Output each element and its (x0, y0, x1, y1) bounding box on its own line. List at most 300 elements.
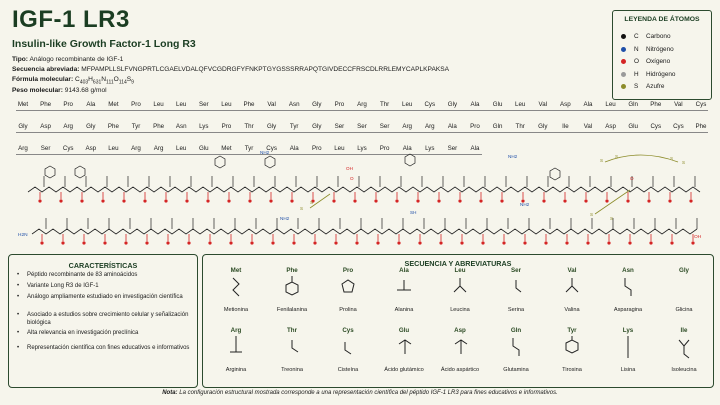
characteristic-item (17, 294, 193, 302)
oxygen-atom (101, 199, 104, 202)
oxygen-atom (586, 241, 589, 244)
structure-icon (603, 274, 653, 304)
sequence-connector (16, 110, 708, 111)
oxygen-atom (397, 241, 400, 244)
residue-label: Leu (176, 101, 187, 108)
abbrev-code: Asn (622, 267, 634, 274)
legend-label: Azufre (646, 83, 665, 90)
oxygen-atom (439, 241, 442, 244)
oxygen-atom (437, 199, 440, 202)
residue-label: Cys (695, 101, 707, 108)
abbrev-code: Val (567, 267, 577, 274)
legend-label: Nitrógeno (646, 45, 674, 53)
oxygen-atom (185, 199, 188, 202)
residue-label: Ala (583, 101, 593, 108)
page-subtitle: Insulin-like Growth Factor-1 Long R3 (12, 38, 196, 50)
residue-label: Leu (515, 101, 526, 108)
oxygen-atom (269, 199, 272, 202)
weight-line: Peso molecular: 9143.68 g/mol (12, 87, 107, 94)
residue-label: Cys (650, 123, 662, 130)
residue-label: Lys (425, 145, 435, 152)
structure-icon (659, 334, 709, 364)
oxygen-atom (292, 241, 295, 244)
oxygen-atom (229, 241, 232, 244)
residue-label: Gly (312, 123, 322, 130)
abbrev-cell-glu (379, 327, 429, 383)
abbrev-code: Asp (454, 327, 466, 334)
structure-icon (491, 334, 541, 364)
legend-item-oxígeno (621, 58, 670, 65)
residue-label: Lys (199, 123, 209, 130)
peptide-chain-diagram (10, 150, 710, 250)
residue-label: Ser (379, 123, 390, 130)
residue-label: Pro (131, 101, 141, 108)
characteristic-item (17, 312, 193, 327)
residue-label: Gly (538, 123, 548, 130)
abbrev-cell-arg (211, 327, 261, 383)
n-terminus-label: H2N (18, 233, 28, 238)
oxygen-atom (563, 199, 566, 202)
structure-bonds (233, 278, 239, 296)
residue-label: Val (583, 123, 593, 130)
structure-bonds (566, 278, 578, 292)
residue-label: Arg (131, 145, 141, 152)
residue-label: Phe (40, 101, 52, 108)
oxygen-atom (689, 199, 692, 202)
residue-label: Thr (515, 123, 525, 130)
legend-item-hidrógeno (621, 71, 676, 78)
sulfur-label: S (670, 156, 674, 161)
structure-bonds (342, 280, 354, 292)
legend-symbol: N (634, 45, 639, 53)
oxygen-atom (605, 199, 608, 202)
formula-value: $C_{403}H_{631}N_{111}O_{114}S_9$ (75, 76, 134, 86)
residue-label: Ser (40, 145, 51, 152)
residue-label: Leu (176, 145, 187, 152)
residue-label: Leu (108, 145, 119, 152)
residue-label: Arg (424, 123, 435, 130)
abbrev-cell-ile (659, 327, 709, 383)
oxygen-atom (164, 199, 167, 202)
residue-label: Ser (334, 123, 345, 130)
structure-bonds (230, 336, 242, 352)
page-title: IGF-1 LR3 (12, 6, 130, 33)
residue-label: Leu (334, 145, 345, 152)
oxygen-atom (649, 241, 652, 244)
oxygen-atom (542, 199, 545, 202)
oxygen-atom (187, 241, 190, 244)
abbreviations-box (202, 254, 714, 388)
oxygen-atom (208, 241, 211, 244)
abbrev-name: Alanina (394, 307, 414, 313)
oxygen-atom (523, 241, 526, 244)
structure-icon (211, 334, 261, 364)
characteristics-title: CARACTERÍSTICAS (68, 261, 138, 270)
oxygen-atom (332, 199, 335, 202)
oxygen-atom (691, 241, 694, 244)
residue-label: Ala (289, 145, 299, 152)
oxygen-atom (374, 199, 377, 202)
abbrev-cell-ser (491, 267, 541, 323)
legend-title: LEYENDA DE ÁTOMOS (624, 16, 700, 23)
oxygen-atom (122, 199, 125, 202)
atom-label-o: O (630, 176, 634, 181)
legend-symbol: C (634, 33, 639, 40)
abbrev-code: Thr (287, 327, 297, 334)
residue-label: Ala (402, 145, 412, 152)
oxygen-atom (565, 241, 568, 244)
structure-icon (491, 274, 541, 304)
abbrev-name: Prolina (339, 307, 357, 313)
structure-bonds (345, 342, 351, 354)
abbrev-name: Glicina (675, 307, 693, 313)
oxygen-atom (481, 241, 484, 244)
structure-icon (267, 274, 317, 304)
legend-label: Carbono (646, 33, 671, 40)
atom-legend (612, 10, 712, 100)
oxygen-atom (395, 199, 398, 202)
residue-label: Tyr (131, 123, 141, 130)
oxygen-atom (124, 241, 127, 244)
bullet-icon: • (17, 330, 20, 336)
oxygen-atom (145, 241, 148, 244)
residue-label: Phe (107, 123, 119, 130)
atom-label-sh: SH (410, 210, 417, 215)
sulfur-label: S (610, 216, 614, 221)
type-line: Tipo: Análogo recombinante de IGF-1 (12, 56, 124, 63)
residue-label: Leu (605, 101, 616, 108)
bullet-icon: • (17, 294, 20, 300)
abbrev-code: Tyr (567, 327, 577, 334)
abbrev-cell-asp (435, 327, 485, 383)
aromatic-ring-icon (45, 166, 55, 178)
characteristic-text: Análogo ampliamente estudiado en investigación científica (27, 294, 183, 300)
residue-label: Arg (63, 123, 73, 130)
abbrev-cell-gly (659, 267, 709, 323)
oxygen-atom (38, 199, 41, 202)
abbrev-cell-ala (379, 267, 429, 323)
residue-label: Thr (244, 123, 254, 130)
characteristic-item (17, 283, 193, 291)
characteristic-item (17, 345, 193, 353)
structure-bonds (399, 340, 411, 354)
structure-bonds (513, 338, 519, 356)
structure-bonds (397, 280, 411, 290)
legend-item-carbono (621, 33, 671, 40)
abbrev-code: Ser (511, 267, 521, 274)
abbrev-name: Valina (564, 307, 580, 313)
oxygen-atom (103, 241, 106, 244)
residue-label: Phe (695, 123, 707, 130)
abbrev-code: Met (230, 267, 242, 274)
oxygen-atom (248, 199, 251, 202)
oxygen-atom (143, 199, 146, 202)
abbrev-name: Metionina (223, 307, 249, 313)
sulfur-label: S (682, 160, 686, 165)
residue-label: Ile (562, 123, 569, 130)
abbrev-cell-lys (603, 327, 653, 383)
residue-label: Phe (650, 101, 662, 108)
oxygen-atom (458, 199, 461, 202)
abbrev-code: Gln (510, 327, 522, 334)
oxygen-atom (206, 199, 209, 202)
oxygen-atom (290, 199, 293, 202)
atom-label-oh: OH (346, 166, 353, 171)
residue-label: Arg (153, 145, 164, 152)
residue-label: Thr (379, 101, 390, 108)
oxygen-atom (670, 241, 673, 244)
abbrev-cell-val (547, 267, 597, 323)
residue-label: Pro (221, 123, 232, 130)
characteristic-item (17, 272, 193, 280)
oxygen-atom (544, 241, 547, 244)
structure-icon (603, 334, 653, 364)
bullet-icon: • (17, 272, 20, 278)
residue-label: Cys (424, 101, 436, 108)
abbrev-code: Glu (398, 327, 410, 334)
aromatic-ring-icon (75, 166, 85, 178)
abbrev-cell-asn (603, 267, 653, 323)
residue-label: Glu (628, 123, 638, 130)
sulfur-label: S (590, 212, 594, 217)
structure-bonds (455, 340, 467, 354)
residue-label: Asn (288, 101, 300, 108)
oxygen-atom (416, 199, 419, 202)
sulfur-label: S (300, 206, 304, 211)
residue-label: Tyr (244, 145, 254, 152)
oxygen-atom (353, 199, 356, 202)
oxygen-atom (502, 241, 505, 244)
oxygen-atom (334, 241, 337, 244)
oxygen-atom (584, 199, 587, 202)
structure-bonds (679, 340, 689, 358)
bullet-icon: • (17, 283, 20, 289)
residue-label: Cys (673, 123, 684, 130)
residue-label: Gly (18, 123, 28, 130)
structure-icon (435, 274, 485, 304)
residue-label: Pro (63, 101, 73, 108)
characteristic-item (17, 330, 193, 338)
residue-label: Cys (266, 145, 277, 152)
residue-label: Pro (470, 123, 480, 130)
residue-label: Val (538, 101, 548, 108)
sulfur-label: S (600, 158, 604, 163)
oxygen-atom (82, 241, 85, 244)
abbrev-name: Cisteína (337, 367, 359, 373)
legend-symbol: H (634, 70, 639, 78)
oxygen-atom (418, 241, 421, 244)
abbrev-name: Ácido glutámico (384, 367, 424, 373)
sulfur-label: S (310, 200, 314, 205)
residue-label: Pro (334, 101, 345, 108)
legend-item-nitrógeno (621, 46, 674, 53)
residue-label: Leu (221, 101, 232, 108)
oxygen-atom (376, 241, 379, 244)
structure-icon (379, 274, 429, 304)
oxygen-atom (250, 241, 253, 244)
sequence-row-2 (12, 123, 712, 135)
structure-icon (659, 274, 709, 304)
atom-label-nh2: NH2 (260, 150, 270, 155)
legend-item-azufre (621, 83, 664, 90)
abbrev-cell-tyr (547, 327, 597, 383)
residue-label: Ala (470, 145, 480, 152)
structure-icon (547, 334, 597, 364)
residue-label: Gly (266, 123, 277, 130)
footnote: Nota: La configuración estructural mostrada corresponde a una representación científica del péptido IGF-1 LR3 para fines educativos e informativos. (162, 390, 558, 396)
oxygen-atom (313, 241, 316, 244)
abbrev-name: Isoleucina (671, 367, 697, 373)
residue-label: Val (267, 101, 276, 108)
atom-dot-icon (621, 47, 626, 52)
atom-label-nh2: NH2 (520, 202, 530, 207)
oxygen-atom (460, 241, 463, 244)
residue-label: Asp (40, 123, 51, 130)
characteristic-text: Asociado a estudios sobre crecimiento celular y señalización biológica (27, 312, 189, 326)
residue-label: Glu (198, 145, 209, 152)
structure-icon (323, 274, 373, 304)
oxygen-atom (626, 199, 629, 202)
abbrev-code: Cys (342, 327, 354, 334)
residue-label: Pro (311, 145, 322, 152)
abbrev-code: Gly (679, 267, 689, 274)
legend-label: Hidrógeno (646, 70, 676, 78)
residue-label: Lys (357, 145, 367, 152)
structure-bonds (454, 278, 466, 292)
residue-label: Phe (243, 101, 255, 108)
abbrev-code: Leu (454, 267, 466, 274)
abbrev-name: Arginina (225, 367, 247, 373)
atom-label-nh2: NH2 (280, 216, 290, 221)
residue-label: Asp (560, 101, 571, 108)
abbrev-cell-leu (435, 267, 485, 323)
characteristic-text: Variante Long R3 de IGF-1 (27, 283, 99, 289)
residue-label: Met (221, 145, 232, 152)
aromatic-ring-icon (265, 156, 275, 168)
residue-label: Met (17, 101, 29, 108)
backbone-lower (32, 229, 697, 234)
residue-label: Gly (86, 123, 96, 130)
residue-label: Ala (86, 101, 96, 108)
structure-icon (435, 334, 485, 364)
aromatic-ring-icon (215, 156, 225, 168)
oxygen-atom (166, 241, 169, 244)
residue-label: Asp (605, 123, 616, 130)
oxygen-atom (479, 199, 482, 202)
characteristic-text: Alta relevancia en investigación preclínica (27, 330, 139, 336)
residue-label: Cys (62, 145, 74, 152)
oxygen-atom (500, 199, 503, 202)
residue-label: Arg (18, 145, 28, 152)
residue-label: Pro (379, 145, 390, 152)
structure-bonds (286, 276, 298, 295)
residue-label: Gly (312, 101, 322, 108)
oxygen-atom (668, 199, 671, 202)
abbrev-cell-pro (323, 267, 373, 323)
residue-label: Leu (153, 101, 164, 108)
oxygen-atom (80, 199, 83, 202)
oxygen-atom (40, 241, 43, 244)
abbrev-cell-thr (267, 327, 317, 383)
atom-label-nh2: NH2 (508, 154, 518, 159)
abbrev-cell-phe (267, 267, 317, 323)
residue-label: Val (674, 101, 683, 108)
abbrev-code: Arg (230, 327, 242, 334)
sulfur-label: S (615, 154, 619, 159)
structure-icon (211, 274, 261, 304)
sequence-line: Secuencia abreviada: MFPAMPLLSLFVNGPRTLCGAELVDALQFVCGDRGFYFNKPTGYGSSSRRAPQTGIVDECCFRSCDLRRLEMYCAPLKPAKSA (12, 66, 450, 73)
residue-label: Ser (198, 101, 209, 108)
abbrev-code: Ala (399, 267, 409, 274)
abbreviations-title: SECUENCIA Y ABREVIATURAS (404, 259, 512, 268)
disulfide-bond (595, 190, 630, 214)
abbrev-name: Fenilalanina (276, 307, 308, 313)
aromatic-ring-icon (405, 154, 415, 166)
residue-label: Gln (492, 123, 503, 130)
atom-dot-icon (621, 72, 626, 77)
abbrev-code: Pro (342, 267, 354, 274)
abbrev-name: Lisina (620, 367, 636, 373)
oxygen-atom (271, 241, 274, 244)
legend-symbol: S (634, 83, 639, 90)
structure-bonds (566, 336, 578, 353)
atom-dot-icon (621, 34, 626, 39)
oxygen-atom (607, 241, 610, 244)
oxygen-atom (61, 241, 64, 244)
abbrev-code: Ile (680, 327, 688, 334)
bullet-icon: • (17, 312, 20, 318)
characteristics-box (8, 254, 198, 388)
structure-bonds (516, 280, 521, 292)
residue-label: Gly (447, 101, 458, 108)
sequence-row-1 (12, 101, 712, 113)
structure-icon (267, 334, 317, 364)
structure-icon (323, 334, 373, 364)
residue-label: Phe (153, 123, 165, 130)
residue-label: Ser (357, 123, 367, 130)
bullet-icon: • (17, 345, 20, 351)
legend-symbol: O (634, 58, 639, 65)
characteristic-text: Representación científica con fines educativos e informativos (27, 345, 190, 351)
residue-label: Gln (628, 101, 638, 108)
abbrev-name: Asparagina (613, 307, 643, 313)
abbrev-code: Phe (286, 267, 298, 274)
residue-label: Ser (447, 145, 458, 152)
residue-label: Ala (447, 123, 457, 130)
formula-line: Fórmula molecular: $C_{403}H_{631}N_{111}O_{114}S_9$ (12, 76, 134, 86)
abbrev-cell-cys (323, 327, 373, 383)
backbone-upper (28, 187, 700, 192)
characteristic-text: Péptido recombinante de 83 aminoácidos (27, 272, 138, 278)
legend-label: Oxígeno (646, 58, 671, 65)
structure-bonds (625, 278, 631, 296)
abbrev-cell-gln (491, 327, 541, 383)
residue-label: Asn (175, 123, 187, 130)
abbrev-name: Ácido aspártico (440, 367, 480, 373)
abbrev-name: Treonina (281, 367, 303, 373)
aromatic-ring-icon (550, 168, 560, 180)
oxygen-atom (227, 199, 230, 202)
residue-label: Met (108, 101, 119, 108)
oxygen-atom (628, 241, 631, 244)
residue-label: Asp (85, 145, 97, 152)
residue-label: Arg (402, 123, 412, 130)
oxygen-atom (355, 241, 358, 244)
structure-bonds (292, 340, 298, 352)
structure-icon (379, 334, 429, 364)
residue-label: Arg (357, 101, 367, 108)
residue-label: Glu (492, 101, 503, 108)
